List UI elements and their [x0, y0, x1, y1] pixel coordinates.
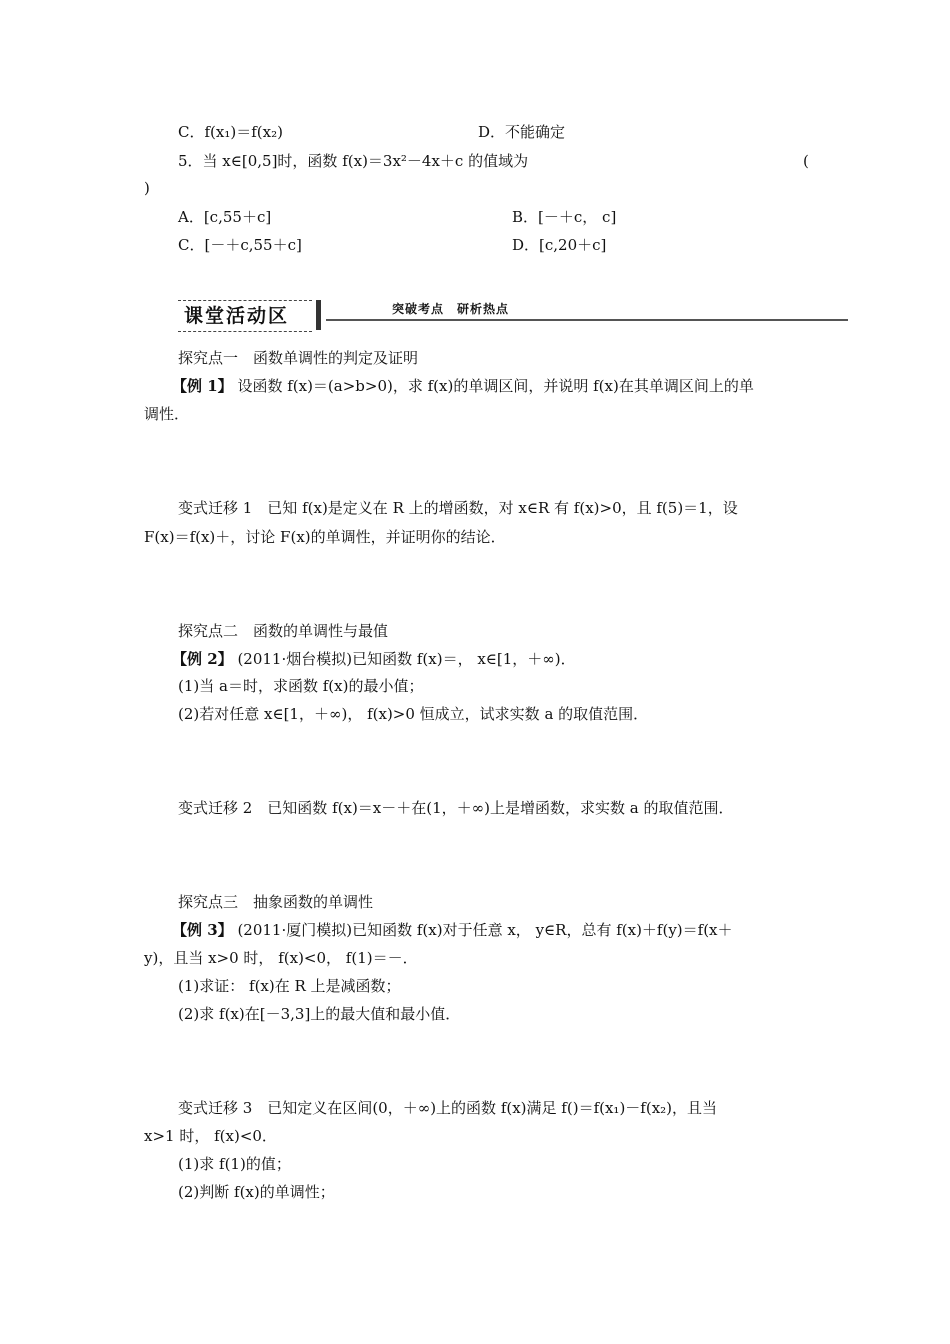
example2-label: 【例 2】	[172, 650, 233, 668]
example1-text: 设函数 f(x)＝(a>b>0)，求 f(x)的单调区间，并说明 f(x)在其单调区间上的单	[232, 377, 754, 395]
section3-heading: 探究点三 抽象函数的单调性	[178, 893, 374, 911]
q5-paren-close: )	[144, 179, 150, 197]
section2-heading: 探究点二 函数的单调性与最值	[178, 622, 389, 640]
variant3-line3: (1)求 f(1)的值；	[178, 1155, 291, 1173]
example2-line2: (1)当 a＝时，求函数 f(x)的最小值；	[178, 677, 424, 695]
banner-title: 课堂活动区	[184, 305, 290, 327]
variant1-line2: F(x)＝f(x)＋，讨论 F(x)的单调性，并证明你的结论．	[144, 528, 506, 546]
q4-option-d: D．不能确定	[478, 123, 566, 141]
example3-text: (2011·厦门模拟)已知函数 f(x)对于任意 x， y∈R，总有 f(x)＋f(y)＝f(x＋	[232, 921, 733, 939]
example1-label: 【例 1】	[172, 377, 233, 395]
q4-option-c: C．f(x₁)＝f(x₂)	[178, 123, 283, 141]
section1-heading: 探究点一 函数单调性的判定及证明	[178, 349, 419, 367]
variant3-line2: x>1 时， f(x)<0．	[144, 1127, 277, 1145]
example1-line2: 调性．	[144, 405, 190, 423]
section-banner	[178, 298, 848, 334]
example1-line1	[172, 376, 754, 396]
variant2-line1: 变式迁移 2 已知函数 f(x)＝x－＋在(1，＋∞)上是增函数，求实数 a 的取值范围．	[178, 799, 734, 817]
banner-rule-line	[326, 319, 848, 321]
example2-text: (2011·烟台模拟)已知函数 f(x)＝， x∈[1，＋∞)．	[232, 650, 576, 668]
banner-subtitle: 突破考点 研析热点	[392, 302, 510, 316]
q5-option-d: D．[c,20＋c]	[512, 236, 607, 254]
q5-option-c: C．[－＋c,55＋c]	[178, 236, 302, 254]
variant3-line1: 变式迁移 3 已知定义在区间(0，＋∞)上的函数 f(x)满足 f()＝f(x₁)－f(x₂)，且当	[178, 1099, 718, 1117]
example2-line3: (2)若对任意 x∈[1，＋∞)， f(x)>0 恒成立，试求实数 a 的取值范围．	[178, 705, 649, 723]
q5-stem: 5．当 x∈[0,5]时，函数 f(x)＝3x²－4x＋c 的值域为	[178, 152, 529, 170]
q5-option-b: B．[－＋c， c]	[512, 208, 617, 226]
example2-line1	[172, 649, 576, 669]
q5-option-a: A．[c,55＋c]	[178, 208, 272, 226]
banner-title-box	[178, 300, 312, 332]
example3-line2: y)，且当 x>0 时， f(x)<0， f(1)＝－．	[144, 949, 418, 967]
banner-divider-bar	[316, 300, 321, 330]
example3-line1	[172, 920, 733, 940]
q5-paren-open: (	[803, 152, 809, 170]
variant3-line4: (2)判断 f(x)的单调性；	[178, 1183, 335, 1201]
example3-line4: (2)求 f(x)在[－3,3]上的最大值和最小值．	[178, 1005, 461, 1023]
example3-line3: (1)求证： f(x)在 R 上是减函数；	[178, 977, 401, 995]
example3-label: 【例 3】	[172, 921, 233, 939]
variant1-line1: 变式迁移 1 已知 f(x)是定义在 R 上的增函数，对 x∈R 有 f(x)>0，且 f(5)＝1，设	[178, 499, 738, 517]
